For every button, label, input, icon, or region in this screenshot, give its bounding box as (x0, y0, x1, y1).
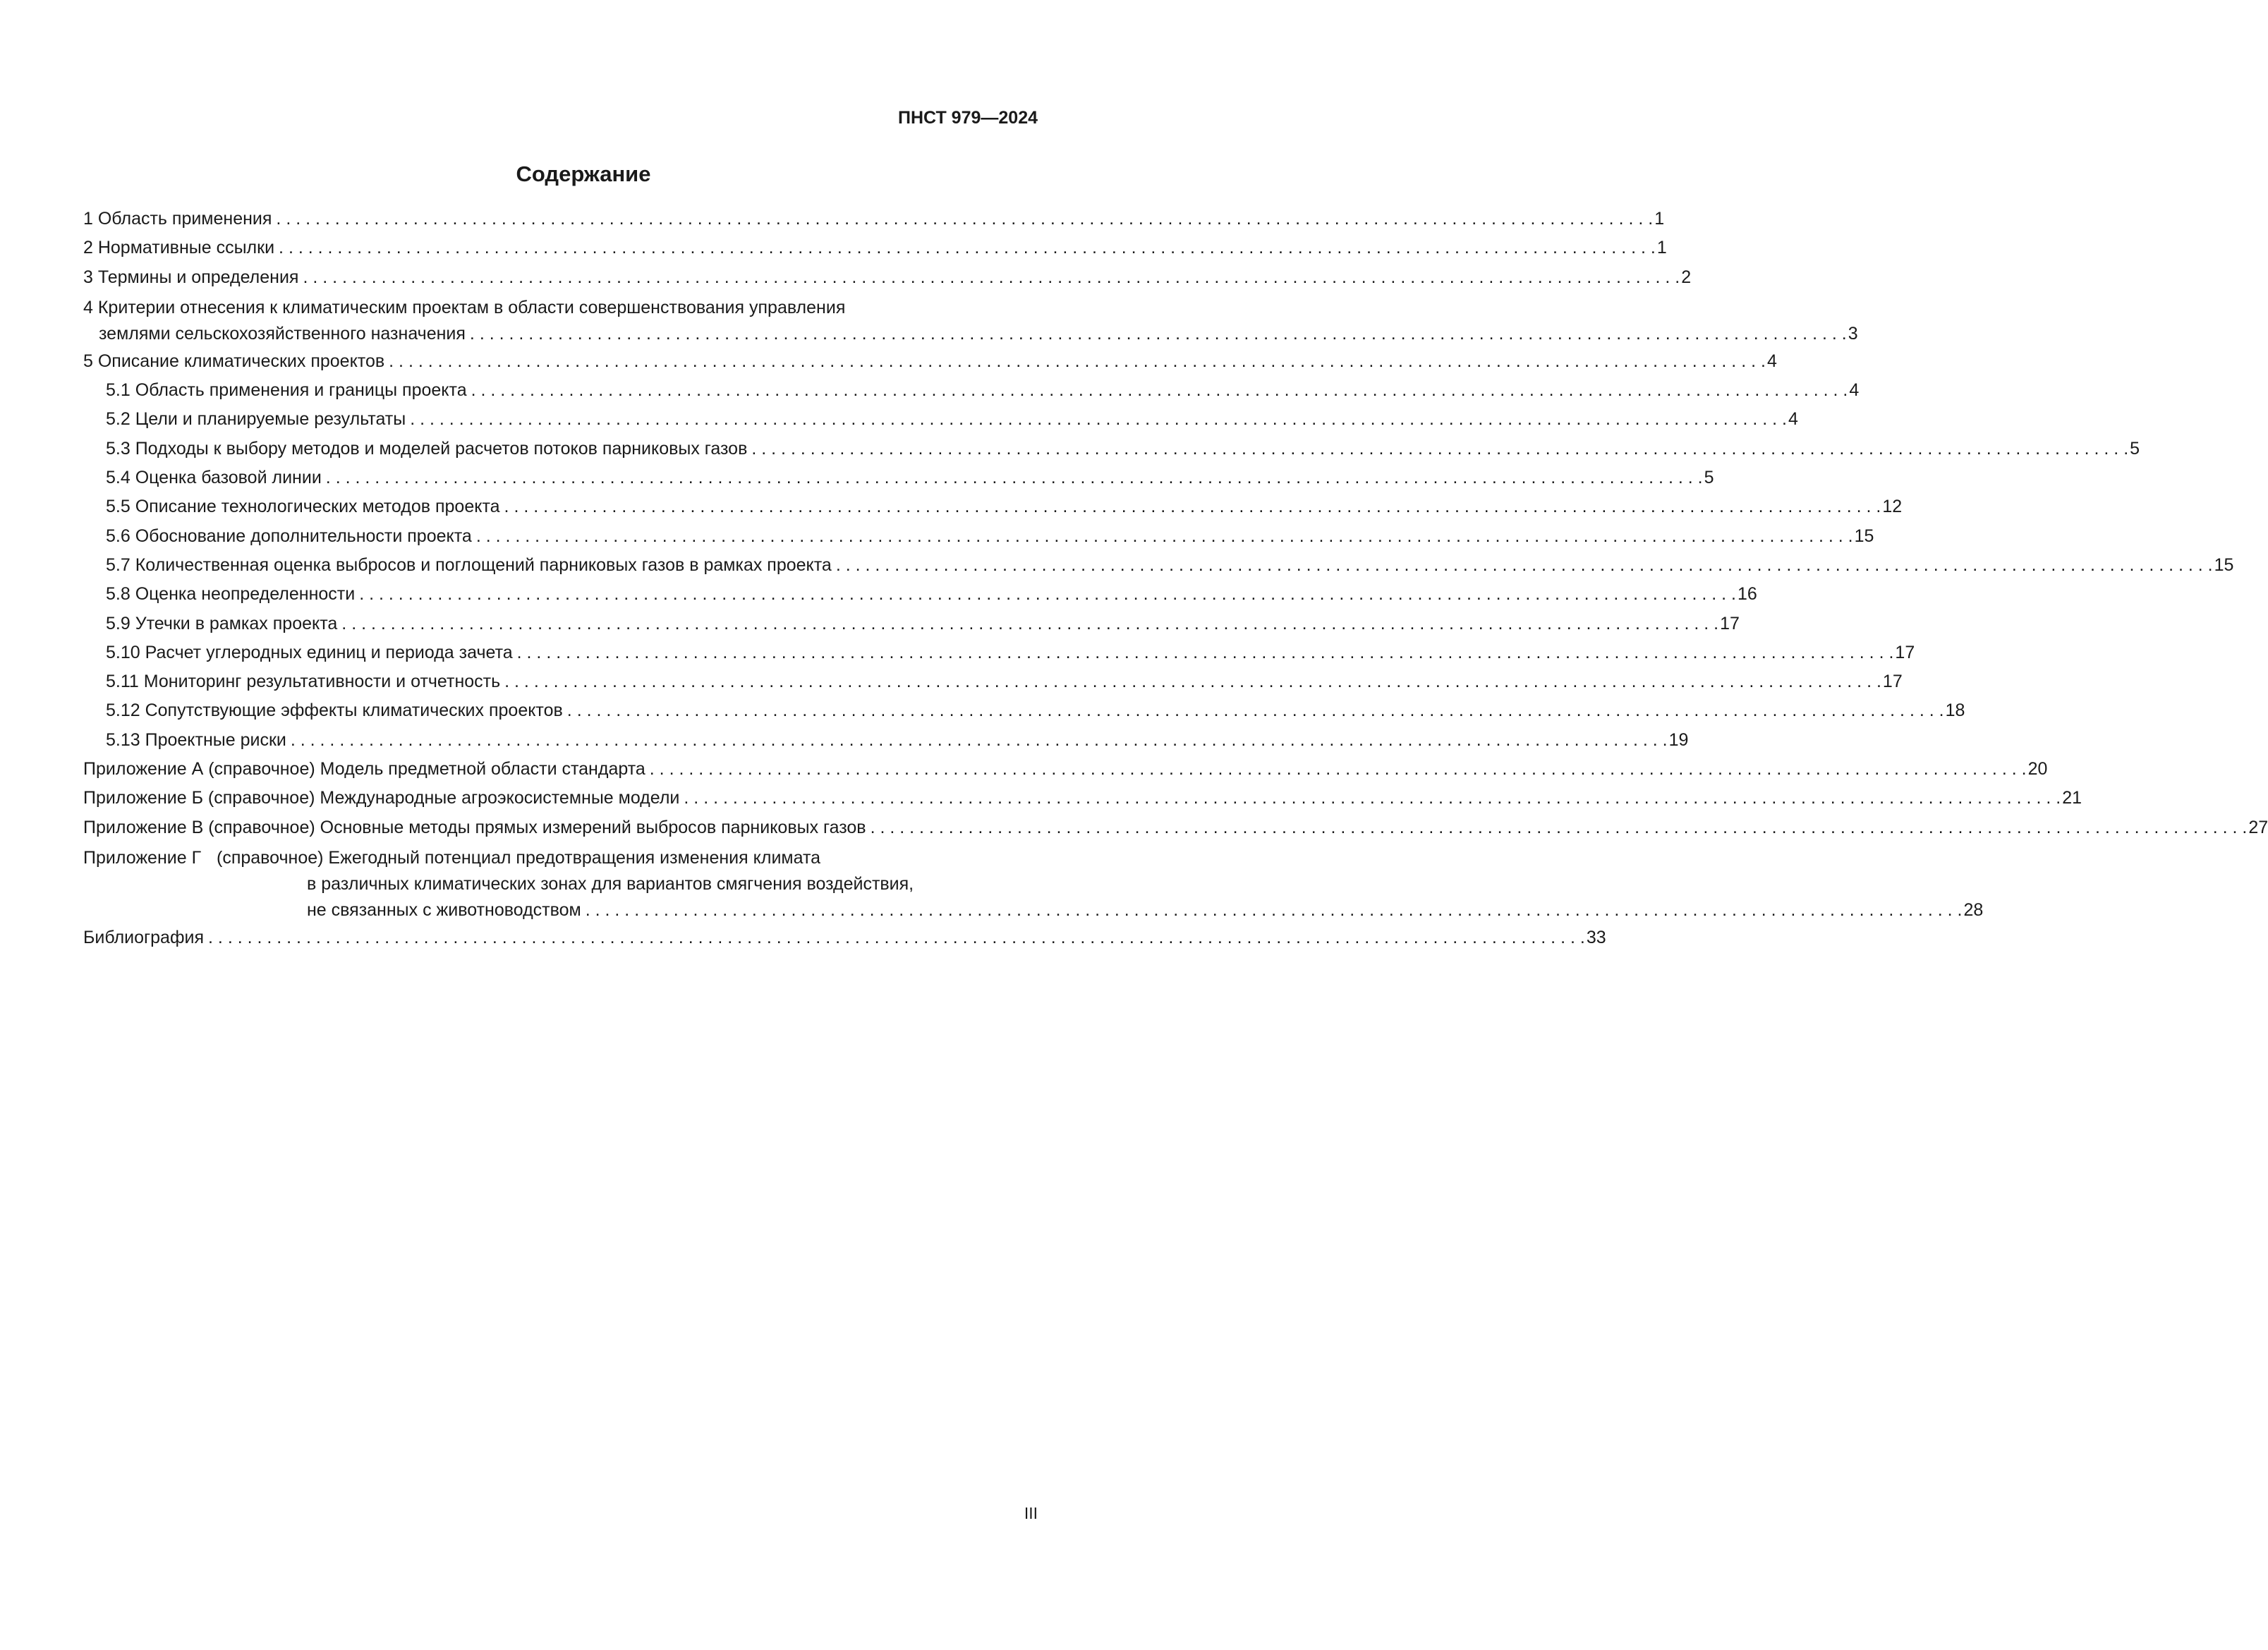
toc-leader (871, 813, 2248, 842)
toc-item-text: 1 Область применения (83, 209, 272, 229)
toc-leader (410, 405, 1787, 434)
toc-item[interactable] (83, 784, 2082, 813)
toc-item-page: 5 (1704, 468, 1714, 488)
toc-item-page: 4 (1788, 409, 1798, 430)
toc-item-page: 15 (2214, 554, 2234, 575)
toc-item[interactable] (83, 609, 1740, 638)
toc-item-page: 16 (1738, 584, 1757, 605)
toc-item-page: 18 (1945, 700, 1965, 721)
toc-leader (359, 580, 1736, 609)
toc-item-text-line2: землями сельскохозяйственного назначения (99, 323, 466, 344)
toc-item-text: 5.10 Расчет углеродных единиц и периода зачета (106, 642, 513, 662)
toc-item-page: 33 (1586, 927, 1606, 947)
toc-item-text: 3 Термины и определения (83, 267, 299, 287)
toc-item-page: 1 (1656, 238, 1667, 258)
toc-item-text: 5.2 Цели и планируемые результаты (106, 409, 406, 430)
toc-item-page: 3 (1848, 323, 1858, 344)
toc-item-text-line2: в различных климатических зонах для вариантов смягчения воздействия, (307, 873, 914, 894)
toc-leader (470, 321, 1847, 347)
toc-leader (303, 263, 1680, 292)
toc-item-appendix-label: Приложение Г (83, 847, 202, 868)
toc-item[interactable] (83, 376, 1860, 405)
toc-item[interactable] (83, 263, 1692, 292)
toc-item[interactable] (83, 638, 1915, 667)
toc-item-page: 21 (2062, 788, 2082, 808)
table-of-contents (83, 205, 2268, 952)
toc-item-page: 27 (2248, 817, 2268, 837)
toc-item[interactable] (83, 696, 1965, 725)
toc-leader (567, 696, 1944, 725)
toc-leader (279, 233, 1656, 262)
toc-item-page: 17 (1895, 642, 1915, 662)
toc-item-text: 5.6 Обоснование дополнительности проекта (106, 526, 472, 546)
toc-item[interactable] (83, 522, 1874, 551)
toc-leader (836, 551, 2213, 580)
toc-leader (650, 755, 2027, 784)
toc-item-text-line3: не связанных с животноводством (307, 899, 581, 920)
toc-leader (208, 923, 1585, 952)
toc-title: Содержание (516, 162, 651, 186)
toc-item-page: 17 (1882, 672, 1903, 692)
toc-item-text-line1: (справочное) Ежегодный потенциал предотвращения изменения климата (217, 847, 821, 868)
toc-item[interactable] (83, 667, 1903, 696)
toc-item-text: 5.13 Проектные риски (106, 729, 286, 750)
toc-item[interactable] (83, 726, 1689, 755)
document-code: ПНСТ 979—2024 (898, 108, 1038, 128)
toc-item-page: 4 (1849, 380, 1860, 401)
toc-leader (471, 376, 1848, 405)
toc-item-page: 15 (1854, 526, 1874, 546)
toc-item-page: 4 (1766, 351, 1777, 371)
toc-item[interactable] (83, 233, 1667, 262)
toc-item-text: Приложение В (справочное) Основные методы прямых измерений выбросов парниковых газов (83, 817, 866, 837)
toc-item-text: 5.12 Сопутствующие эффекты климатических проектов (106, 700, 563, 721)
toc-item-text: 5.7 Количественная оценка выбросов и поглощений парниковых газов в рамках проекта (106, 554, 832, 575)
toc-item-text: 5.1 Область применения и границы проекта (106, 380, 467, 401)
toc-item[interactable] (83, 492, 1903, 521)
toc-leader (684, 784, 2061, 813)
toc-item[interactable] (83, 435, 2140, 463)
toc-item-text: 5.4 Оценка базовой линии (106, 468, 322, 488)
toc-item[interactable] (83, 923, 1606, 952)
toc-item-text: 5.3 Подходы к выбору методов и моделей расчетов потоков парниковых газов (106, 438, 748, 459)
toc-item-page: 2 (1681, 267, 1692, 287)
toc-leader (586, 897, 1963, 923)
toc-leader (276, 205, 1653, 233)
toc-item[interactable] (83, 580, 1757, 609)
toc-leader (476, 522, 1853, 551)
toc-item-text: Приложение Б (справочное) Международные агроэкосистемные модели (83, 788, 680, 808)
toc-leader (389, 347, 1766, 376)
toc-item[interactable] (83, 813, 2268, 842)
toc-item-page: 1 (1654, 209, 1665, 229)
toc-item[interactable] (83, 347, 1777, 376)
toc-item-text: 5.8 Оценка неопределенности (106, 584, 356, 605)
toc-leader (504, 492, 1881, 521)
toc-item[interactable] (83, 845, 1984, 923)
toc-leader (517, 638, 1894, 667)
toc-item[interactable] (83, 463, 1714, 492)
toc-item[interactable] (83, 551, 2234, 580)
toc-leader (504, 667, 1881, 696)
toc-leader (291, 726, 1668, 755)
toc-item[interactable] (83, 755, 2048, 784)
toc-item-text: 2 Нормативные ссылки (83, 238, 275, 258)
toc-item-text-line1: 4 Критерии отнесения к климатическим проектам в области совершенствования управления (83, 297, 846, 317)
toc-item-page: 20 (2027, 759, 2048, 779)
toc-leader (751, 435, 2128, 463)
page-number: III (1024, 1504, 1038, 1522)
toc-item[interactable] (83, 405, 1798, 434)
toc-leader (341, 609, 1718, 638)
toc-item-text: Приложение А (справочное) Модель предметной области стандарта (83, 759, 645, 779)
toc-item-page: 12 (1882, 497, 1903, 517)
toc-item-text: 5.5 Описание технологических методов проекта (106, 497, 500, 517)
toc-item-page: 19 (1668, 729, 1689, 750)
toc-item-text: 5.9 Утечки в рамках проекта (106, 613, 338, 633)
toc-leader (326, 463, 1703, 492)
toc-item[interactable] (83, 295, 1858, 347)
toc-item[interactable] (83, 205, 1665, 233)
toc-item-text: Библиография (83, 927, 205, 947)
toc-item-page: 17 (1720, 613, 1740, 633)
toc-item-text: 5.11 Мониторинг результативности и отчетность (106, 672, 501, 692)
toc-item-page: 28 (1963, 899, 1984, 920)
toc-item-text: 5 Описание климатических проектов (83, 351, 385, 371)
toc-item-page: 5 (2130, 438, 2140, 459)
